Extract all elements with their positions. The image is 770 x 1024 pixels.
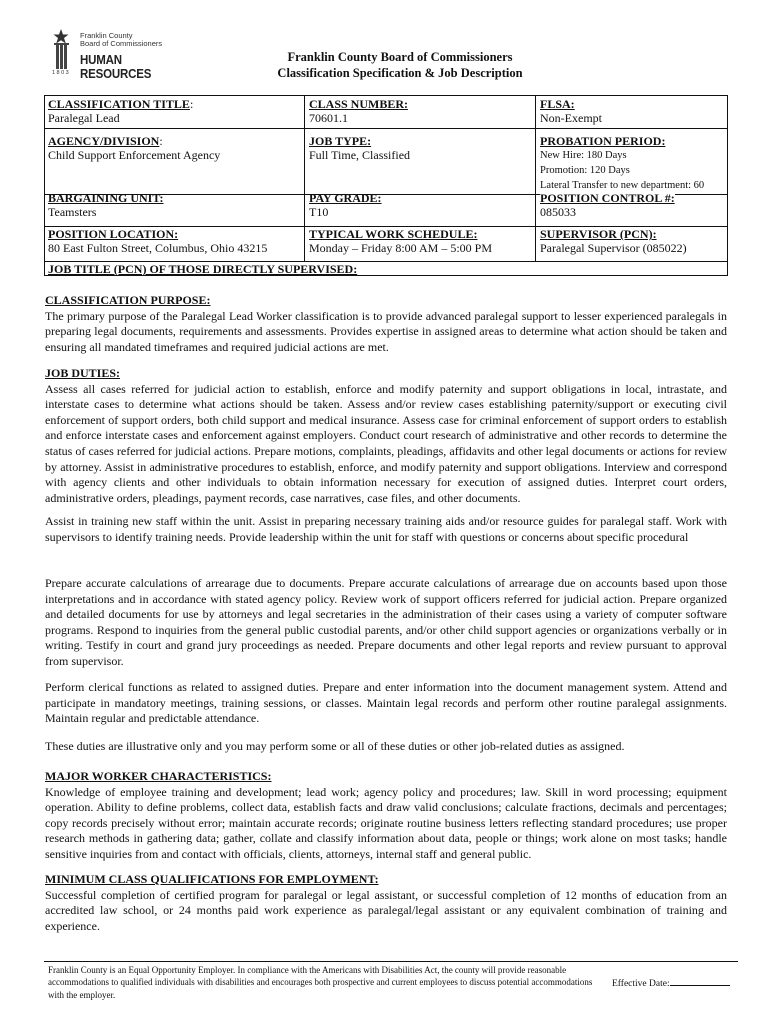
supervised-positions-label: JOB TITLE (PCN) OF THOSE DIRECTLY SUPERVISED: [48, 262, 358, 276]
table-rule [44, 95, 728, 96]
classification-purpose-section [45, 293, 727, 355]
worker-characteristics-text: Knowledge of employee training and development; lead work; agency policy and procedures; law. Skill in word processing; equipment operation. Ability to define problems, collect data, establish facts and draw valid conclusions; calculate fractions, decimals and percentages; copy records precisely without error; maintain accurate records; originate routine business letters reflecting standard procedures; use proper research methods in gathering data; gather, collate and classify information about data, people or things; work alone on most tasks; handle sensitive inquiries from and contact with officials, clients, attorneys, internal staff and general public. [45, 784, 727, 861]
worker-characteristics-heading: MAJOR WORKER CHARACTERISTICS: [45, 769, 272, 783]
table-rule [304, 95, 305, 261]
job-duties-training-paragraph: Assist in training new staff within the unit. Assist in preparing necessary training aids and/or resource guides for paralegal staff. Work with supervisors to identify training needs. Provide leadership within the unit for staff with questions or concerns about specific procedural [45, 514, 727, 544]
table-rule [44, 95, 45, 276]
position-control-cell [540, 191, 675, 219]
class-number-cell [309, 97, 408, 125]
table-rule [44, 128, 728, 129]
minimum-qualifications-section [45, 872, 727, 934]
bargaining-unit-label: BARGAINING UNIT: [48, 191, 164, 205]
job-type-value: Full Time, Classified [309, 148, 411, 162]
logo-org-line1: Franklin County [80, 31, 133, 40]
agency-division-value: Child Support Enforcement Agency [48, 148, 221, 162]
pay-grade-cell [309, 191, 382, 219]
minimum-qualifications-heading: MINIMUM CLASS QUALIFICATIONS FOR EMPLOYMENT: [45, 872, 379, 886]
job-duties-disclaimer: These duties are illustrative only and you may perform some or all of these duties or other job-related duties as assigned. [45, 739, 625, 753]
effective-date-blank [670, 976, 730, 986]
classification-header-table [44, 95, 728, 275]
effective-date [612, 976, 730, 989]
supervisor-cell [540, 227, 687, 255]
minimum-qualifications-text: Successful completion of certified program for paralegal or legal assistant, or successful completion of 12 months of education from an accredited law school, or 24 months paid work experience as paralegal/legal assistant or any equivalent combination of training and experience. [45, 887, 727, 933]
pay-grade-value: T10 [309, 205, 329, 219]
flsa-cell [540, 97, 602, 125]
work-schedule-value: Monday – Friday 8:00 AM – 5:00 PM [309, 241, 493, 255]
job-duties-calculations-paragraph: Prepare accurate calculations of arrearage due to documents. Prepare accurate calculations of arrearage due on accounts based upon those interpretations and in accordance with stated agency policy. Review work of support officers referred for judicial action. Prepare organized and detailed documents for use by attorneys and legal secretaries in the administration of their cases using a variety of computer software programs. Respond to inquiries from the general public custodial parents, and/or other child support agencies or organizations verbally or in writing. Testify in court and grand jury proceedings as needed. Prepare documents and other legal reports and review pursuant to approval from supervisor. [45, 576, 727, 668]
bargaining-unit-cell [48, 191, 163, 219]
worker-characteristics-section [45, 769, 727, 863]
bargaining-unit-value: Teamsters [48, 205, 97, 219]
position-control-label: POSITION CONTROL #: [540, 191, 675, 205]
probation-new-hire: New Hire: 180 Days [540, 150, 627, 161]
probation-period-cell [540, 134, 726, 192]
supervised-positions-cell [48, 262, 357, 276]
classification-purpose-text: The primary purpose of the Paralegal Lead Worker classification is to provide advanced paralegal support to lesser experienced paralegals in preparing legal documents, requirements and assessments. Provides expertise in assigned areas to determine what action should be taken and ensuring all mandated timeframes and required judicial actions are met. [45, 308, 727, 354]
footer-divider [44, 961, 738, 962]
pay-grade-label: PAY GRADE: [309, 191, 382, 205]
position-location-cell [48, 227, 267, 255]
flsa-value: Non-Exempt [540, 111, 602, 125]
classification-title-label: CLASSIFICATION TITLE [48, 97, 190, 111]
job-duties-paragraph: Assess all cases referred for judicial action to establish, enforce and modify paternity and support obligations in local, intrastate, and interstate cases to determine what actions should be taken. Assess and/or review cases establishing paternity/support or executing civil enforcement of support orders, both child support and medical insurance. Assess case for criminal enforcement of support orders to establish and enforce interstate cases and enforcement against employers. Conduct court research of administrative and other records to determine the status of cases referred for judicial actions. Prepare motions, complaints, pleadings, affidavits and other legal documents or actions for review by attorney. Assist in administrative procedures to establish, enforce, and modify paternity and support obligations. Interview and correspond with agency clients and other individuals to obtain information necessary for execution of assigned duties. Interpret court orders, administrative orders, pleadings, payment records, case narratives, case files, and other documents. [45, 381, 727, 505]
eeo-statement: Franklin County is an Equal Opportunity Employer. In compliance with the Americans with Disabilities Act, the county will provide reasonable accommodations to qualified individuals with disabilities and encourages both prospective and current employees to discuss potential accommodations with the employer. [48, 965, 593, 1000]
logo-org-line2: Board of Commissioners [80, 39, 163, 48]
table-rule [727, 95, 728, 276]
table-rule [535, 95, 536, 261]
document-title: Franklin County Board of Commissioners [287, 50, 513, 64]
job-duties-heading: JOB DUTIES: [45, 366, 121, 380]
effective-date-label: Effective Date: [612, 979, 670, 989]
logo-year: 1803 [52, 70, 71, 76]
supervisor-value: Paralegal Supervisor (085022) [540, 241, 687, 255]
position-location-value: 80 East Fulton Street, Columbus, Ohio 43215 [48, 241, 268, 255]
class-number-value: 70601.1 [309, 111, 348, 125]
flsa-label: FLSA: [540, 97, 575, 111]
job-duties-clerical-paragraph: Perform clerical functions as related to assigned duties. Prepare and enter information into the document management system. Attend and participate in mandatory meetings, training sessions, or classes. Maintain legal records and perform other routine paralegal assignments. Maintain regular and predictable attendance. [45, 680, 727, 726]
classification-purpose-heading: CLASSIFICATION PURPOSE: [45, 293, 211, 307]
work-schedule-cell [309, 227, 492, 255]
classification-title-value: Paralegal Lead [48, 111, 120, 125]
probation-period-label: PROBATION PERIOD: [540, 134, 666, 148]
logo-department: HUMAN RESOURCES [80, 53, 152, 81]
job-type-cell [309, 134, 410, 162]
job-duties-section [45, 366, 727, 506]
document-subtitle: Classification Specification & Job Description [277, 66, 523, 80]
class-number-label: CLASS NUMBER: [309, 97, 409, 111]
supervisor-label: SUPERVISOR (PCN): [540, 227, 657, 241]
agency-division-cell: AGENCY/DIVISION: Child Support Enforcement Agency [48, 134, 221, 162]
position-control-value: 085033 [540, 205, 576, 219]
agency-division-label: AGENCY/DIVISION [48, 134, 160, 148]
probation-lateral-transfer: Lateral Transfer to new department: 60 [540, 180, 705, 191]
work-schedule-label: TYPICAL WORK SCHEDULE: [309, 227, 478, 241]
classification-title-cell: CLASSIFICATION TITLE: Paralegal Lead [48, 97, 194, 125]
job-type-label: JOB TYPE: [309, 134, 372, 148]
probation-promotion: Promotion: 120 Days [540, 165, 630, 176]
position-location-label: POSITION LOCATION: [48, 227, 179, 241]
